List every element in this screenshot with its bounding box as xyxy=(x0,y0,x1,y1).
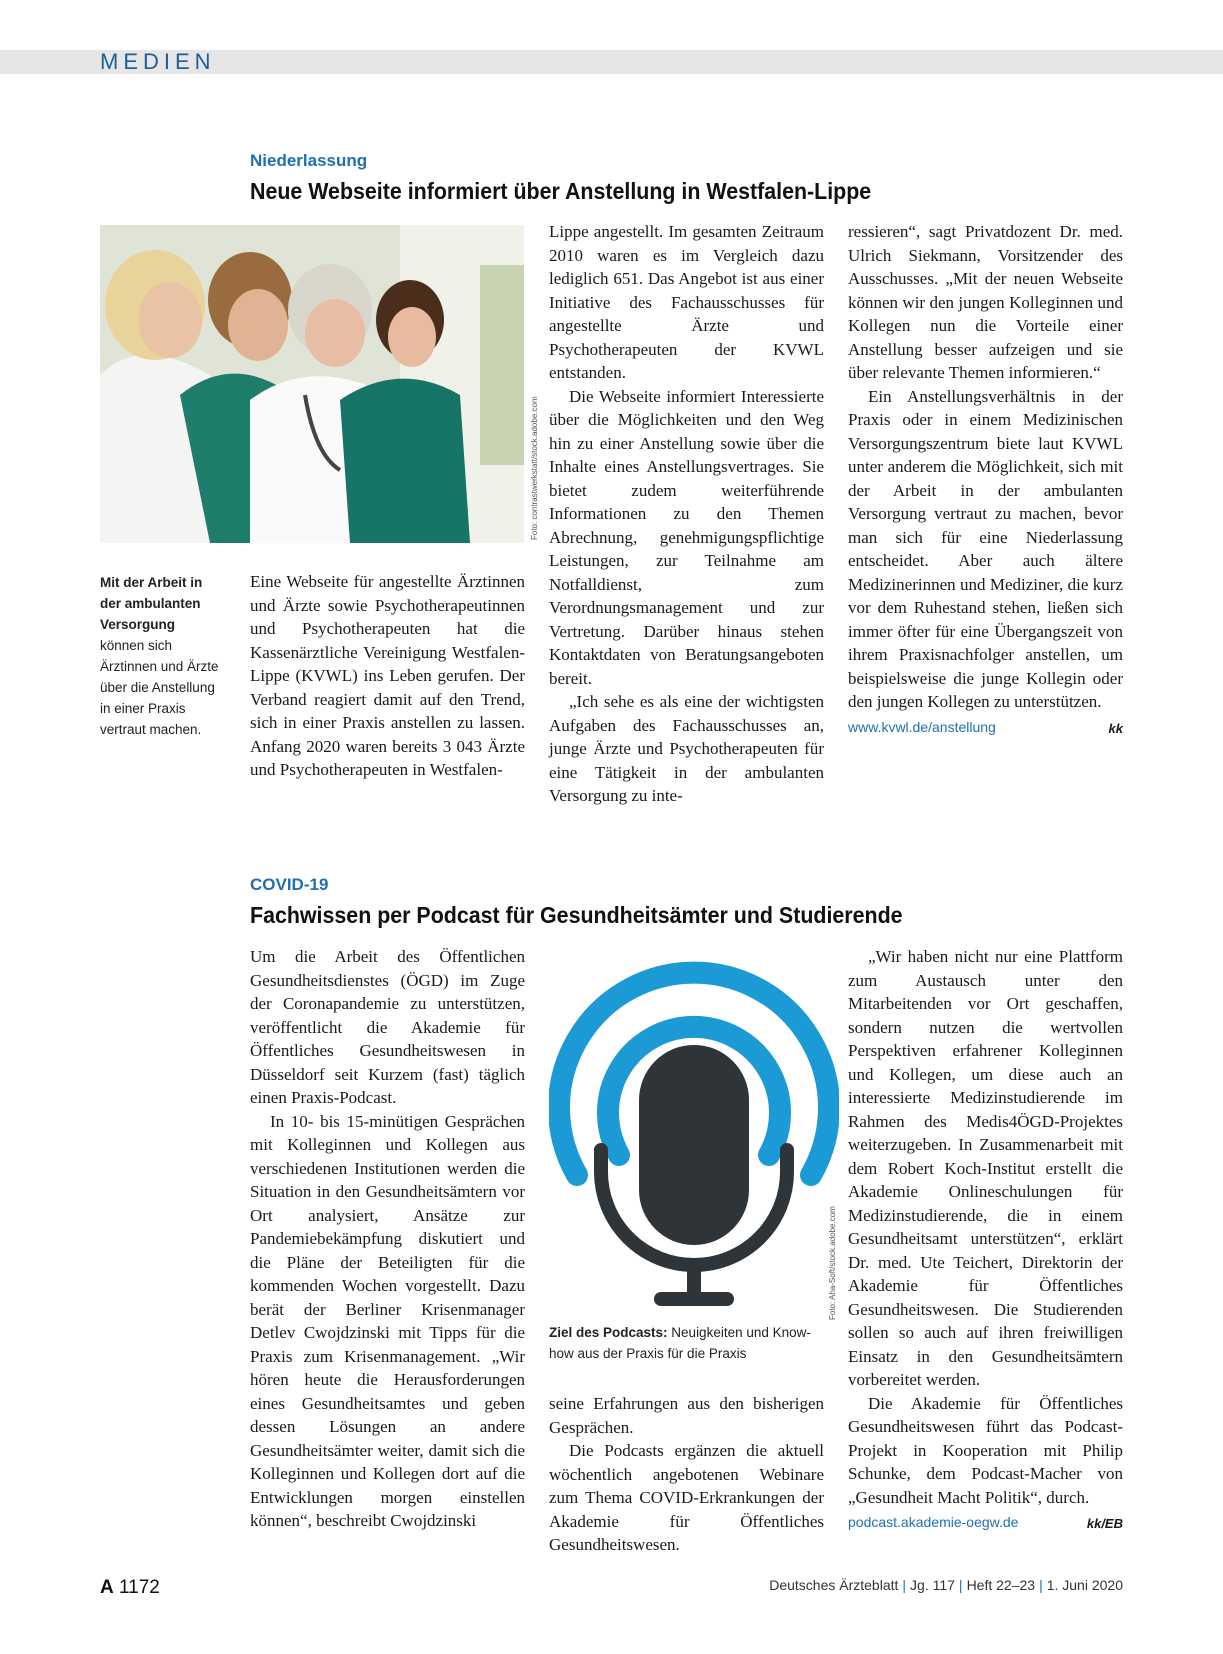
article2-column-3 xyxy=(848,945,1123,1536)
article2-signature: kk/EB xyxy=(1086,1516,1123,1531)
article1-title: Neue Webseite informiert über Anstellung in Westfalen-Lippe xyxy=(250,178,872,204)
article2-col2-para: seine Erfahrungen aus den bisherigen Gesprächen. xyxy=(549,1394,824,1437)
article1-signature: kk xyxy=(1108,720,1123,736)
article1-photo-credit: Foto: contrastwerkstatt/stock.adobe.com xyxy=(530,396,539,540)
article1-col3-para: ressieren“, sagt Privatdozent Dr. med. Ulrich Siekmann, Vorsitzender des Ausschusses. „Mit der neuen Webseite können wir den jungen Kolleginnen und Kollegen nun die Vorteile einer Anstellung besser aufzeigen und sie über relevante Themen informieren.“ xyxy=(848,222,1123,382)
article1-column-3 xyxy=(848,220,1123,740)
article2-caption xyxy=(549,1322,821,1364)
article2-col1-para: Um die Arbeit des Öffentlichen Gesundheitsdienstes (ÖGD) im Zuge der Coronapandemie zu unterstützen, veröffentlicht die Akademie für Öffentliches Gesundheitswesen in Düsseldorf seit Kurzem (fast) täglich einen Praxis-Podcast. xyxy=(250,947,525,1107)
article2-kicker: COVID-19 xyxy=(250,875,329,894)
journal-issue: Heft 22–23 xyxy=(966,1577,1036,1593)
journal-name: Deutsches Ärzteblatt xyxy=(769,1577,899,1593)
doctors-photo xyxy=(100,225,524,543)
article1-kicker: Niederlassung xyxy=(250,151,368,170)
article2-column-2 xyxy=(549,1392,824,1557)
article1-col2-para: Die Webseite informiert Interessierte über die Möglichkeiten und den Weg hin zu einer Anstellung sowie über die Inhalte eines Anstellungsvertrages. Sie bietet zudem weiterführende Informationen zu den Themen Abrechnung, genehmigungspflichtige Leistungen, zur Teilnahme am Notfalldienst, zum Verordnungsmanagement und zur Vertretung. Darüber hinaus stehen Kontaktdaten von Beratungsangeboten bereit. xyxy=(549,386,824,688)
article1-link[interactable]: www.kvwl.de/anstellung xyxy=(848,718,996,735)
article1-col3-para-text: Ein Anstellungsverhältnis in der Praxis oder in einem Medizinischen Versorgungszentrum biete laut KVWL unter anderem die Möglichkeit, sich mit der Arbeit in der ambulanten Versorgung vertraut zu machen, bevor man sich für eine Niederlassung entscheidet. Aber auch ältere Medizinerinnen und Mediziner, die kurz vor dem Ruhestand stehen, ließen sich immer öfter für eine Übergangszeit von ihrem Praxisnachfolger anstellen, um beispielsweise die junge Kollegin oder den jungen Kollegen zu unterstützen. xyxy=(848,386,1123,711)
article1-column-1 xyxy=(250,570,525,782)
podcast-microphone-icon xyxy=(549,950,839,1310)
article1-caption-bold: Mit der Arbeit in der ambulanten Versorgung xyxy=(100,575,203,632)
page-number xyxy=(100,1577,160,1599)
doctors-photo-illustration xyxy=(100,225,524,543)
article2-title: Fachwissen per Podcast für Gesundheitsämter und Studierende xyxy=(250,902,903,928)
article2-link[interactable]: podcast.akademie-oegw.de xyxy=(848,1514,1019,1530)
journal-info xyxy=(769,1577,1123,1593)
article1-column-2 xyxy=(549,220,824,808)
footer-separator: | xyxy=(958,1577,963,1593)
article2-column-1 xyxy=(250,945,525,1533)
article1-col1-para: Eine Webseite für angestellte Ärztinnen und Ärzte sowie Psychotherapeutinnen und Psychotherapeuten hat die Kassenärztliche Vereinigung Westfalen-Lippe (KVWL) ins Leben gerufen. Der Verband reagiert damit auf den Trend, sich in einer Praxis anstellen zu lassen. Anfang 2020 waren bereits 3 043 Ärzte und Psychotherapeuten in Westfalen- xyxy=(250,572,525,779)
page-number-value: 1172 xyxy=(119,1577,160,1598)
article1-col2-para: Lippe angestellt. Im gesamten Zeitraum 2010 waren es im Vergleich dazu lediglich 651. Das Angebot ist aus einer Initiative des Fachausschusses für angestellte Ärzte und Psychotherapeuten der KVWL entstanden. xyxy=(549,222,824,382)
footer-separator: | xyxy=(902,1577,907,1593)
journal-date: 1. Juni 2020 xyxy=(1046,1577,1123,1593)
article1-col2-para: „Ich sehe es als eine der wichtigsten Aufgaben des Fachausschusses an, junge Ärzte und Psychotherapeuten für eine Tätigkeit in der ambulanten Versorgung zu inte- xyxy=(549,692,824,805)
article2-caption-bold: Ziel des Podcasts: xyxy=(549,1325,668,1340)
article2-col3-para: „Wir haben nicht nur eine Plattform zum Austausch unter den Mitarbeitenden vor Ort geschaffen, sondern nutzen die wertvollen Perspektiven erfahrener Kolleginnen und Kollegen, um diese auch an interessierte Medizinstudierende im Rahmen des Medis4ÖGD-Projektes weiterzugeben. In Zusammenarbeit mit dem Robert Koch-Institut erstellt die Akademie Onlineschulungen für Medizinstudierende, die in einem Gesundheitsamt unterstützen“, erklärt Dr. med. Ute Teichert, Direktorin der Akademie für Öffentliches Gesundheitswesen. Die Studierenden sollen so auch auf ihren freiwilligen Einsatz in den Gesundheitsämtern vorbereitet werden. xyxy=(848,947,1123,1389)
article2-image-credit: Foto: Aha-Soft/stock.adobe.com xyxy=(828,1206,837,1320)
section-label: MEDIEN xyxy=(100,49,216,74)
page-prefix: A xyxy=(100,1577,114,1598)
article1-caption-rest: können sich Ärztinnen und Ärzte über die Anstellung in einer Praxis vertraut machen. xyxy=(100,638,219,737)
journal-volume: Jg. 117 xyxy=(910,1577,955,1593)
article1-caption xyxy=(100,572,220,740)
article2-col1-para: In 10- bis 15-minütigen Gesprächen mit Kolleginnen und Kollegen aus verschiedenen Institutionen werden die Situation in den Gesundheitsämtern vor Ort analysiert, Ansätze zur Pandemiebekämpfung diskutiert und die Pläne der Beteiligten für die kommenden Wochen vorgestellt. Dazu berät der Berliner Krisenmanager Detlev Cwojdzinski mit Tipps für die Praxis zum Krisenmanagement. „Wir hören heute die Herausforderungen eines Gesundheitsamtes und geben dessen Lösungen an andere Gesundheitsämter weiter, damit sich die Kolleginnen und Kollegen dort auf die Entwicklungen morgen einstellen können“, beschreibt Cwojdzinski xyxy=(250,1111,525,1530)
article2-col2-para: Die Podcasts ergänzen die aktuell wöchentlich angebotenen Webinare zum Thema COVID-Erkrankungen der Akademie für Öffentliches Gesundheitswesen. xyxy=(549,1441,824,1554)
article2-caption-rest: Neuigkeiten und Know-how aus der Praxis für die Praxis xyxy=(549,1325,811,1361)
footer-separator: | xyxy=(1039,1577,1043,1593)
article2-col3-para-text: Die Akademie für Öffentliches Gesundheitswesen führt das Podcast-Projekt in Kooperation mit Philip Schunke, dem Podcast-Macher von „Gesundheit Macht Politik“, durch. xyxy=(848,1393,1123,1507)
